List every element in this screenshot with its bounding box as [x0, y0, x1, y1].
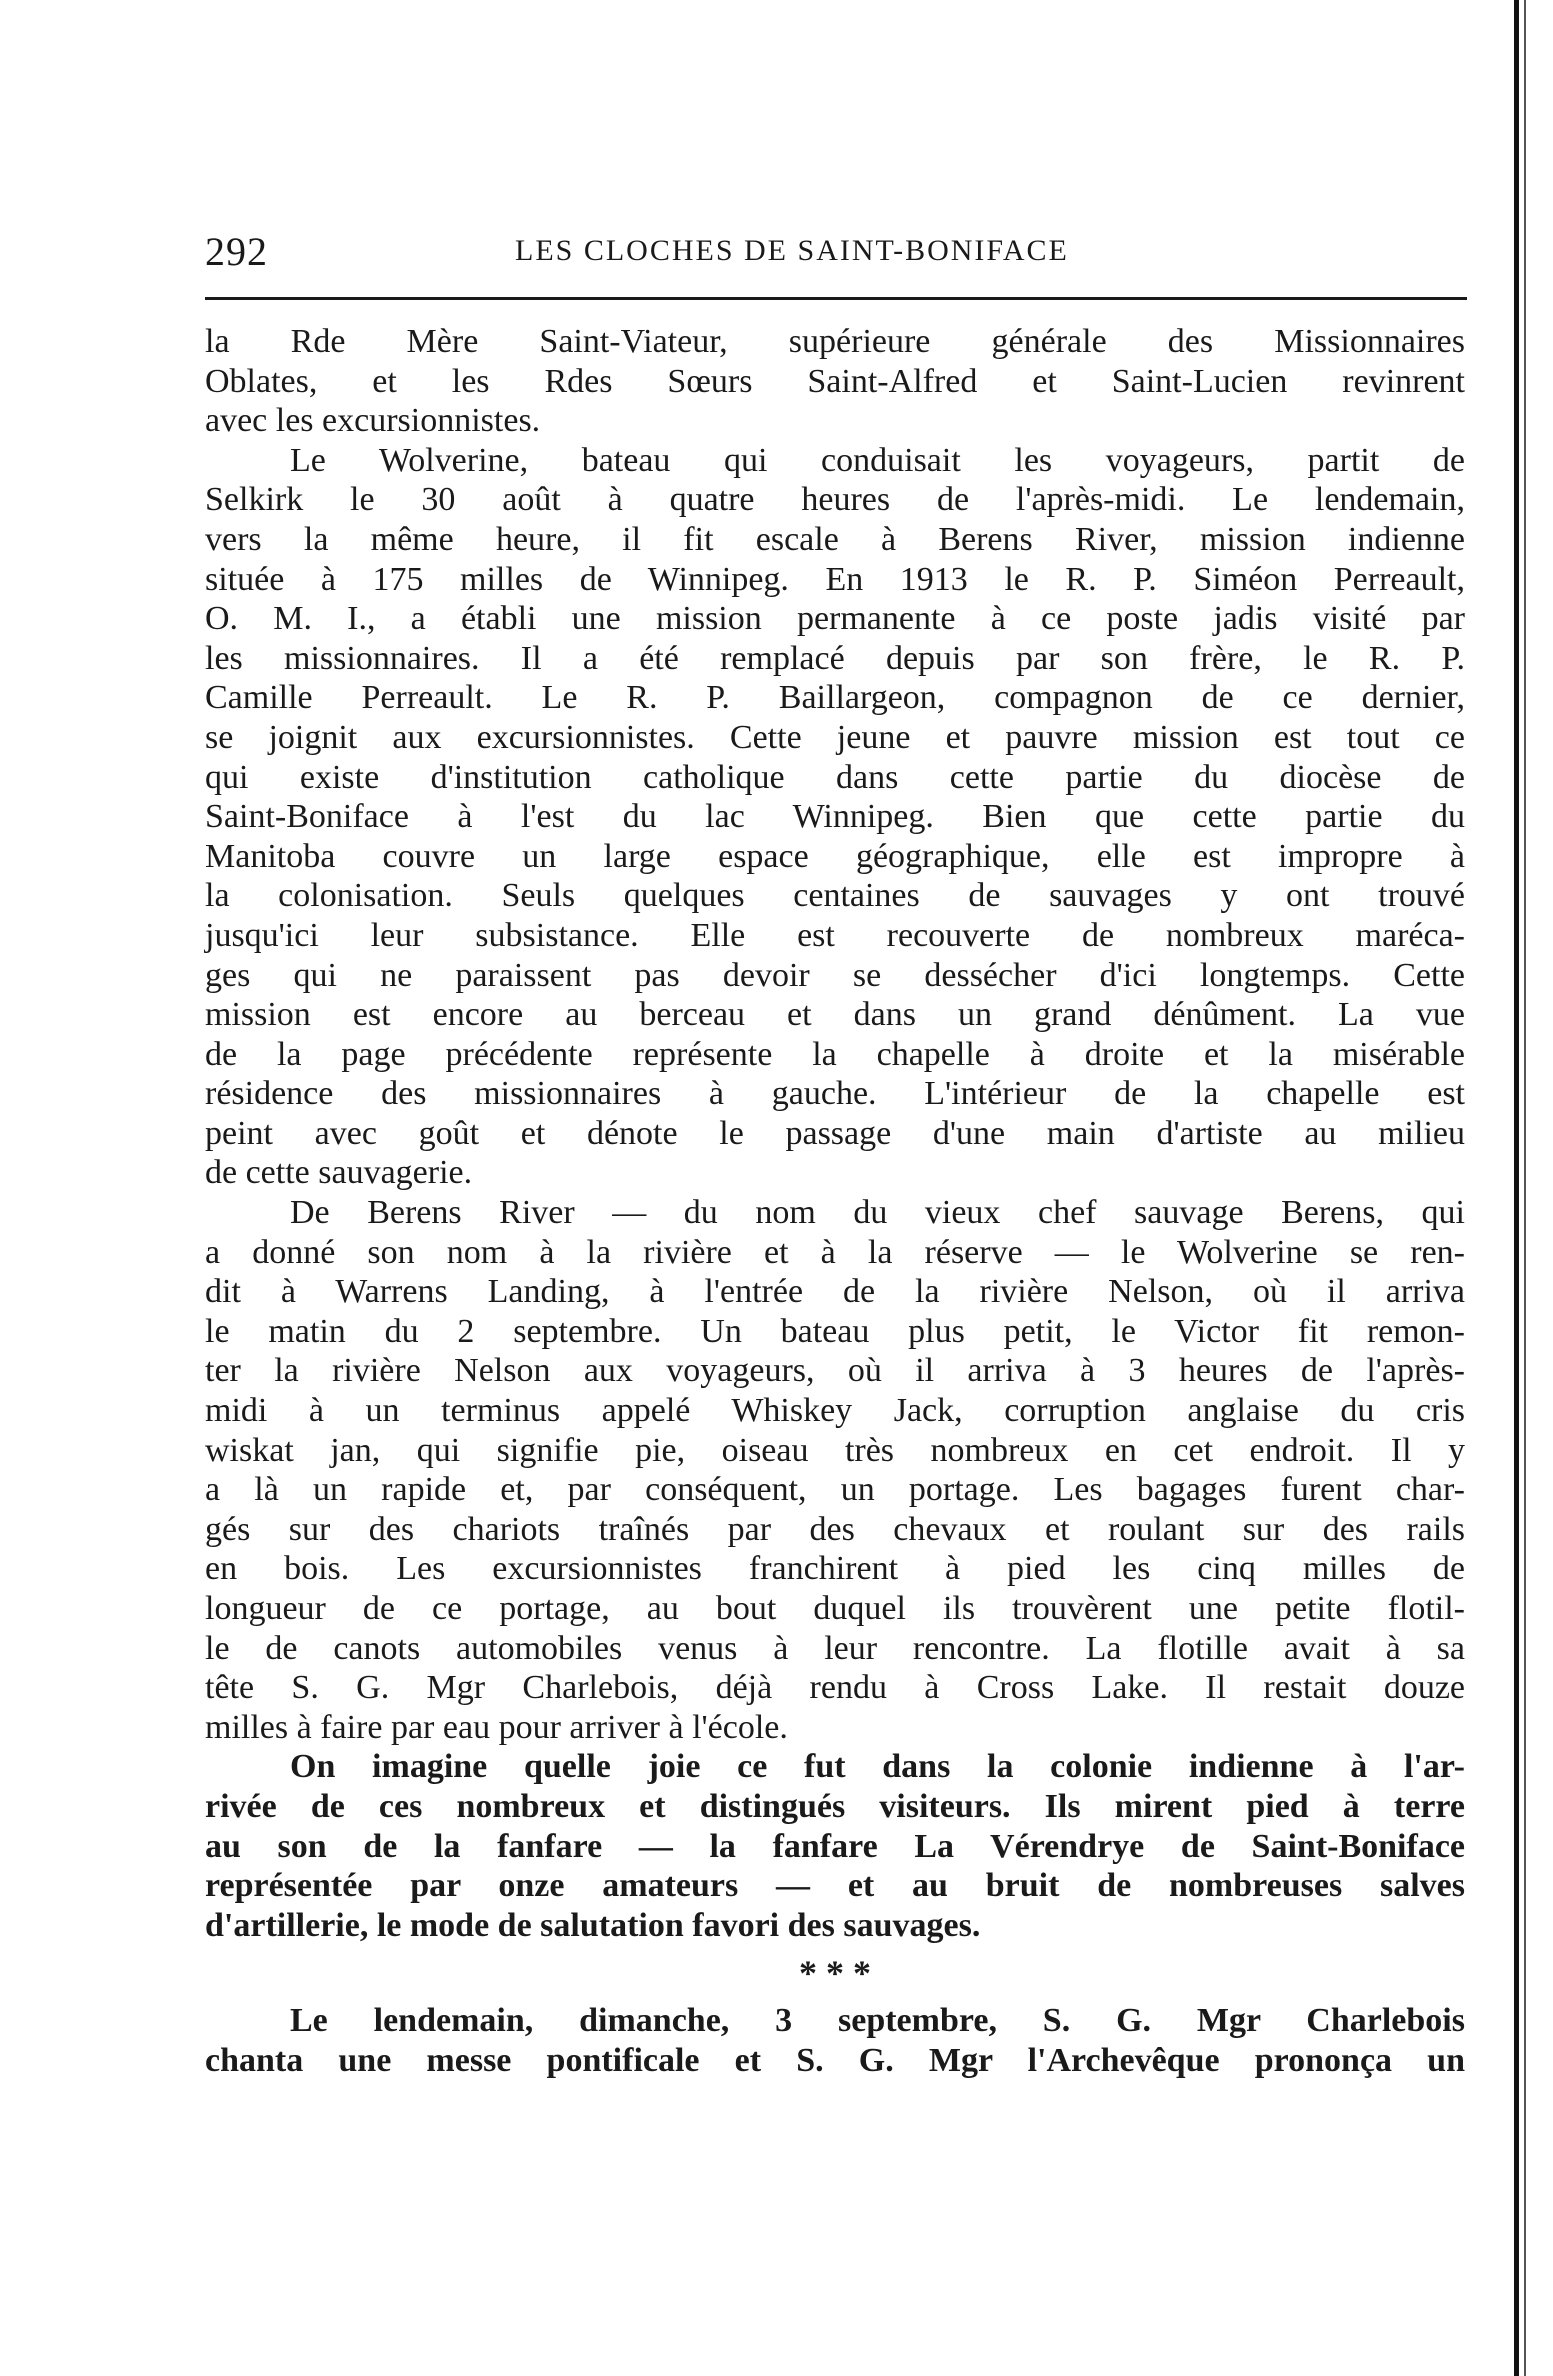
text-line: d'artillerie, le mode de salutation favori des sauvages.	[205, 1906, 981, 1944]
text-line: en bois. Les excursionnistes franchirent à pied les cinq milles de	[205, 1550, 1465, 1588]
text-line: située à 175 milles de Winnipeg. En 1913 le R. P. Siméon Perreault,	[205, 560, 1465, 598]
text-line: a là un rapide et, par conséquent, un portage. Les bagages furent char-	[205, 1471, 1465, 1509]
text-line: représentée par onze amateurs — et au bruit de nombreuses salves	[205, 1867, 1465, 1905]
text-line: de cette sauvagerie.	[205, 1154, 473, 1192]
text-line: jusqu'ici leur subsistance. Elle est recouverte de nombreux maréca-	[205, 916, 1465, 954]
page-header	[205, 228, 1465, 278]
text-line: avec les excursionnistes.	[205, 402, 541, 440]
text-line: Le lendemain, dimanche, 3 septembre, S. G. Mgr Charlebois	[290, 2002, 1465, 2040]
text-line: de la page précédente représente la chapelle à droite et la misérable	[205, 1035, 1465, 1073]
text-line: ges qui ne paraissent pas devoir se dessécher d'ici longtemps. Cette	[205, 956, 1465, 994]
text-line: Selkirk le 30 août à quatre heures de l'après-midi. Le lendemain,	[205, 481, 1465, 519]
text-line: le de canots automobiles venus à leur rencontre. La flotille avait à sa	[205, 1629, 1465, 1667]
text-line: dit à Warrens Landing, à l'entrée de la rivière Nelson, où il arriva	[205, 1273, 1465, 1311]
text-line: résidence des missionnaires à gauche. L'intérieur de la chapelle est	[205, 1075, 1465, 1113]
text-line: gés sur des chariots traînés par des chevaux et roulant sur des rails	[205, 1510, 1465, 1548]
text-line: ter la rivière Nelson aux voyageurs, où il arriva à 3 heures de l'après-	[205, 1352, 1465, 1390]
page-edge-border-thin	[1524, 0, 1526, 2376]
page-number: 292	[205, 229, 268, 274]
text-line: tête S. G. Mgr Charlebois, déjà rendu à Cross Lake. Il restait douze	[205, 1669, 1465, 1707]
text-line: O. M. I., a établi une mission permanente à ce poste jadis visité par	[205, 600, 1465, 638]
body-text	[205, 322, 1465, 2081]
text-line: De Berens River — du nom du vieux chef sauvage Berens, qui	[290, 1194, 1465, 1232]
text-line: longueur de ce portage, au bout duquel ils trouvèrent une petite flotil-	[205, 1590, 1465, 1627]
running-title: LES CLOCHES DE SAINT-BONIFACE	[515, 234, 1069, 267]
text-line: au son de la fanfare — la fanfare La Vérendrye de Saint-Boniface	[205, 1827, 1465, 1865]
text-line: Camille Perreault. Le R. P. Baillargeon, compagnon de ce dernier,	[205, 679, 1465, 717]
text-line: Le Wolverine, bateau qui conduisait les voyageurs, partit de	[290, 441, 1465, 479]
text-line: milles à faire par eau pour arriver à l'école.	[205, 1708, 788, 1746]
text-line: qui existe d'institution catholique dans cette partie du diocèse de	[205, 758, 1465, 796]
text-line: midi à un terminus appelé Whiskey Jack, corruption anglaise du cris	[205, 1392, 1465, 1430]
text-line: les missionnaires. Il a été remplacé depuis par son frère, le R. P.	[205, 639, 1465, 677]
text-line: la Rde Mère Saint-Viateur, supérieure générale des Missionnaires	[205, 323, 1465, 360]
text-line: le matin du 2 septembre. Un bateau plus petit, le Victor fit remon-	[205, 1312, 1465, 1350]
text-line: rivée de ces nombreux et distingués visiteurs. Ils mirent pied à terre	[205, 1787, 1465, 1825]
text-line: mission est encore au berceau et dans un grand dénûment. La vue	[205, 996, 1465, 1034]
text-line: Oblates, et les Rdes Sœurs Saint-Alfred et Saint-Lucien revinrent	[205, 362, 1465, 400]
text-line: a donné son nom à la rivière et à la réserve — le Wolverine se ren-	[205, 1233, 1465, 1271]
text-line: peint avec goût et dénote le passage d'une main d'artiste au milieu	[205, 1114, 1465, 1152]
text-line: On imagine quelle joie ce fut dans la colonie indienne à l'ar-	[290, 1748, 1465, 1786]
text-line: Manitoba couvre un large espace géographique, elle est impropre à	[205, 837, 1465, 875]
text-line: se joignit aux excursionnistes. Cette jeune et pauvre mission est tout ce	[205, 718, 1465, 756]
header-rule	[205, 297, 1467, 300]
text-line: vers la même heure, il fit escale à Berens River, mission indienne	[205, 520, 1465, 558]
text-line: la colonisation. Seuls quelques centaines de sauvages y ont trouvé	[205, 877, 1465, 915]
text-line: wiskat jan, qui signifie pie, oiseau très nombreux en cet endroit. Il y	[205, 1431, 1465, 1469]
section-separator: * * *	[799, 1953, 871, 1994]
page-edge-border	[1514, 0, 1519, 2376]
text-line: chanta une messe pontificale et S. G. Mgr l'Archevêque prononça un	[205, 2041, 1465, 2079]
text-line: Saint-Boniface à l'est du lac Winnipeg. Bien que cette partie du	[205, 798, 1465, 836]
